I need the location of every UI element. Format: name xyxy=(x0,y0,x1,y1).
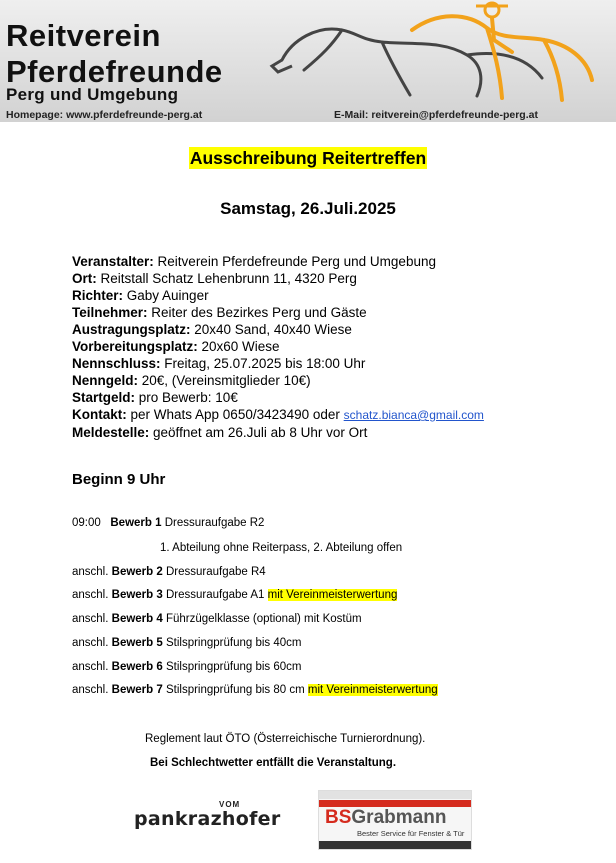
sponsor-logo-pankrazhofer xyxy=(134,800,281,832)
schedule-text: 1. Abteilung ohne Reiterpass, 2. Abteilung offen xyxy=(160,542,403,554)
schedule-bewerb: Bewerb 2 xyxy=(111,566,163,578)
schedule-text: Dressuraufgabe A1 xyxy=(162,589,268,601)
schedule-bewerb: Bewerb 6 xyxy=(111,661,163,673)
info-label: Meldestelle: xyxy=(72,425,150,440)
info-value: 20€, (Vereinsmitglieder 10€) xyxy=(138,373,311,388)
bs-brand-bs: BS xyxy=(325,807,352,828)
schedule-bewerb: Bewerb 5 xyxy=(111,637,163,649)
schedule-time: anschl. xyxy=(72,684,112,696)
info-row-arena xyxy=(72,321,484,338)
schedule-highlight: mit Vereinmeisterwertung xyxy=(267,589,398,601)
schedule-bewerb: Bewerb 4 xyxy=(111,613,163,625)
schedule-time: anschl. xyxy=(72,637,112,649)
info-value: 20x40 Sand, 40x40 Wiese xyxy=(190,322,352,337)
schedule-bewerb: Bewerb 3 xyxy=(111,589,163,601)
schedule-time: anschl. xyxy=(72,613,112,625)
info-value: Gaby Auinger xyxy=(123,288,209,303)
logo-top-bar xyxy=(319,791,471,799)
document-title-text: Ausschreibung Reitertreffen xyxy=(189,148,427,168)
schedule-time: anschl. xyxy=(72,589,112,601)
schedule-text: Dressuraufgabe R4 xyxy=(162,566,266,578)
horse-rider-logo-icon xyxy=(262,0,616,110)
info-label: Ort: xyxy=(72,271,97,286)
bad-weather-note: Bei Schlechtwetter entfällt die Veranstaltung. xyxy=(150,757,397,769)
info-label: Veranstalter: xyxy=(72,254,154,269)
info-label: Austragungsplatz: xyxy=(72,322,191,337)
bs-brand-rest: Grabmann xyxy=(351,807,447,828)
info-value: Reiter des Bezirkes Perg und Gäste xyxy=(147,305,367,320)
info-row-entry-deadline xyxy=(72,355,484,372)
schedule-text: Führzügelklasse (optional) mit Kostüm xyxy=(162,613,362,625)
schedule-text: Stilspringprüfung bis 80 cm xyxy=(162,684,308,696)
header-banner xyxy=(0,0,616,122)
info-row-judge xyxy=(72,287,484,304)
info-label: Kontakt: xyxy=(72,407,127,422)
info-row-location xyxy=(72,270,484,287)
schedule-item-2 xyxy=(72,566,266,578)
schedule-item-7 xyxy=(72,684,438,696)
sponsor-vom-text: VOM xyxy=(219,800,241,809)
info-label: Startgeld: xyxy=(72,390,136,405)
start-time-heading: Beginn 9 Uhr xyxy=(72,471,166,488)
email-text: E-Mail: reitverein@pferdefreunde-perg.at xyxy=(334,109,538,121)
schedule-text: Stilspringprüfung bis 60cm xyxy=(162,661,302,673)
schedule-highlight: mit Vereinmeisterwertung xyxy=(307,684,438,696)
schedule-text: Dressuraufgabe R2 xyxy=(161,517,265,529)
logo-red-bar xyxy=(319,800,471,807)
schedule-item-1-note xyxy=(160,542,402,554)
info-label: Richter: xyxy=(72,288,124,303)
schedule-bewerb: Bewerb 7 xyxy=(111,684,163,696)
bs-slogan: Bester Service für Fenster & Tür xyxy=(357,829,465,838)
homepage-text: Homepage: www.pferdefreunde-perg.at xyxy=(6,109,203,121)
info-value: Reitverein Pferdefreunde Perg und Umgebung xyxy=(153,254,436,269)
schedule-time: anschl. xyxy=(72,661,112,673)
club-name-line2: Pferdefreunde xyxy=(6,54,223,89)
bs-brand xyxy=(325,807,446,829)
schedule-time: 09:00 xyxy=(72,517,111,529)
info-label: Nennschluss: xyxy=(72,356,161,371)
info-label: Teilnehmer: xyxy=(72,305,148,320)
info-label: Nenngeld: xyxy=(72,373,138,388)
info-row-warmup xyxy=(72,338,484,355)
schedule-item-6 xyxy=(72,661,302,673)
info-value: Reitstall Schatz Lehenbrunn 11, 4320 Perg xyxy=(96,271,357,286)
info-row-participants xyxy=(72,304,484,321)
info-row-registration xyxy=(72,424,484,441)
info-row-start-fee xyxy=(72,389,484,406)
schedule-item-3 xyxy=(72,589,397,601)
schedule-item-5 xyxy=(72,637,302,649)
schedule-item-4 xyxy=(72,613,362,625)
schedule-bewerb: Bewerb 1 xyxy=(110,517,162,529)
event-info-block xyxy=(72,253,484,441)
info-value: Freitag, 25.07.2025 bis 18:00 Uhr xyxy=(160,356,366,371)
logo-bottom-bar xyxy=(319,841,471,849)
sponsor-name-text: pankrazhofer xyxy=(134,808,281,830)
info-row-contact xyxy=(72,406,484,424)
contact-email-link[interactable]: schatz.bianca@gmail.com xyxy=(343,408,484,422)
schedule-text: Stilspringprüfung bis 40cm xyxy=(162,637,302,649)
club-name-line1: Reitverein xyxy=(6,18,161,53)
info-value: 20x60 Wiese xyxy=(197,339,280,354)
info-value: per Whats App 0650/3423490 oder xyxy=(126,407,344,422)
info-row-entry-fee xyxy=(72,372,484,389)
schedule-time: anschl. xyxy=(72,566,112,578)
info-row-organizer xyxy=(72,253,484,270)
document-title xyxy=(0,148,616,169)
sponsor-logo-bsgrabmann xyxy=(318,790,472,850)
club-name-line3: Perg und Umgebung xyxy=(6,85,179,104)
reglement-note: Reglement laut ÖTO (Österreichische Turnierordnung). xyxy=(145,733,426,745)
info-label: Vorbereitungsplatz: xyxy=(72,339,198,354)
schedule-item-1 xyxy=(72,517,264,529)
event-date: Samstag, 26.Juli.2025 xyxy=(220,199,396,218)
info-value: geöffnet am 26.Juli ab 8 Uhr vor Ort xyxy=(149,425,368,440)
info-value: pro Bewerb: 10€ xyxy=(135,390,238,405)
